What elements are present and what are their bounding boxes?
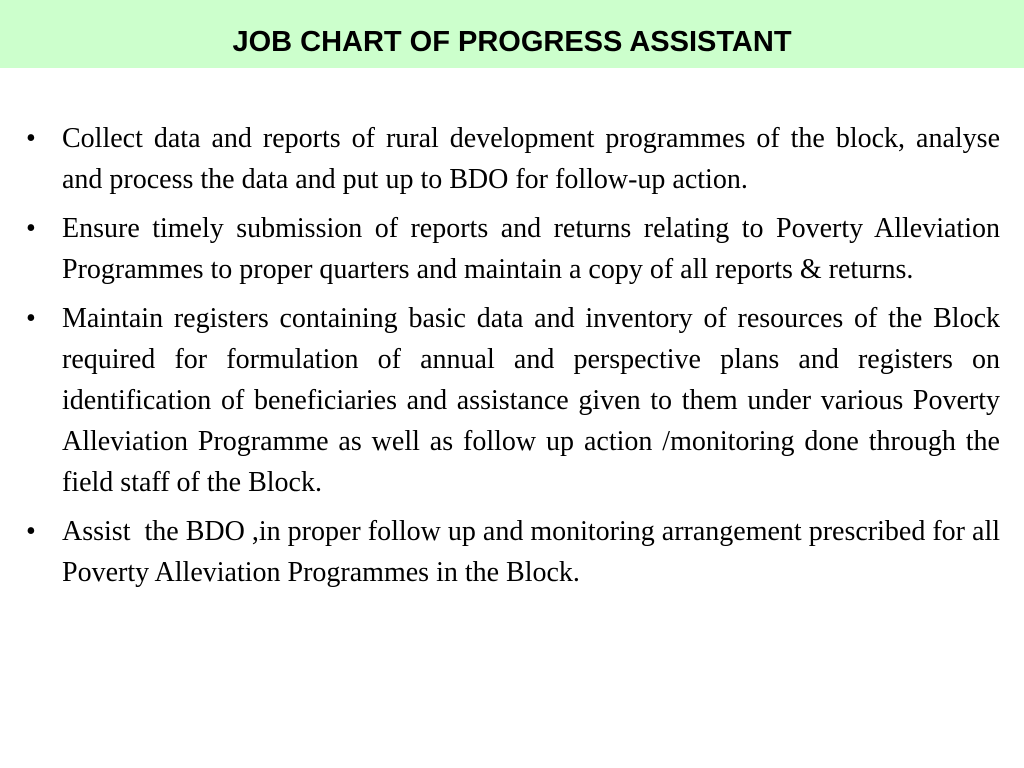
bullet-icon: • <box>26 213 36 244</box>
bullet-icon: • <box>26 123 36 154</box>
bullet-item <box>20 208 1007 290</box>
page-title: JOB CHART OF PROGRESS ASSISTANT <box>232 26 792 58</box>
bullet-item <box>20 511 1007 593</box>
bullet-text: Assist the BDO ,in proper follow up and monitoring arrangement prescribed for all Poverty Alleviation Programmes in the Block. <box>62 516 1007 588</box>
bullet-item <box>20 298 1007 503</box>
bullet-text: Maintain registers containing basic data and inventory of resources of the Block required for formulation of annual and perspective plans and registers on identification of beneficiaries and assistance given to them under various Poverty Alleviation Programme as well as follow up action /monitoring done through the field staff of the Block. <box>62 303 1007 498</box>
bullet-text: Ensure timely submission of reports and returns relating to Poverty Alleviation Programmes to proper quarters and maintain a copy of all reports & returns. <box>62 213 1007 285</box>
bullet-icon: • <box>26 516 36 547</box>
bullet-item <box>20 118 1007 200</box>
bullet-text: Collect data and reports of rural development programmes of the block, analyse and process the data and put up to BDO for follow-up action. <box>62 123 1007 195</box>
bullet-list <box>20 118 1007 601</box>
bullet-icon: • <box>26 303 36 334</box>
